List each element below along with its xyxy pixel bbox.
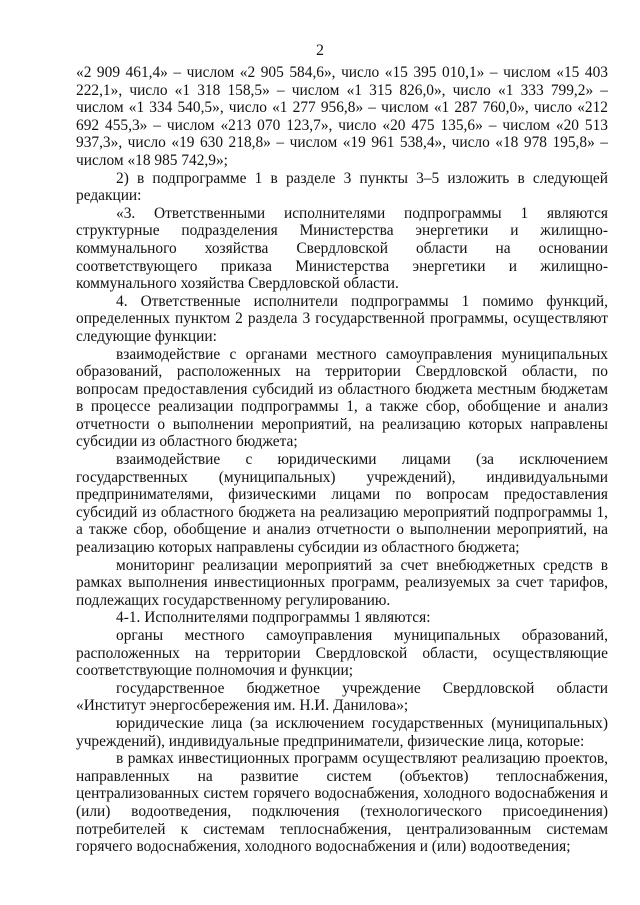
paragraph-investment-programs: в рамках инвестиционных программ осуществляют реализацию проектов, направленных на развитие систем (объектов) теплоснабжения, централизованных систем горячего водоснабжения, холодного водоснабжения и (или) водоотведения, подключения (технологического присоединения) потребителей к системам теплоснабжения, централизованным системам горячего водоснабжения, холодного водоснабжения и (или) водоотведения;: [76, 750, 608, 856]
paragraph-item-2: 2) в подпрограмме 1 в разделе 3 пункты 3–5 изложить в следующей редакции:: [76, 169, 608, 205]
paragraph-function-monitoring: мониторинг реализации мероприятий за счет внебюджетных средств в рамках выполнения инвестиционных программ, реализуемых за счет тарифов, подлежащих государственному регулированию.: [76, 556, 608, 609]
paragraph-point-4: 4. Ответственные исполнители подпрограммы 1 помимо функций, определенных пунктом 2 раздела 3 государственной программы, осуществляют следующие функции:: [76, 292, 608, 345]
paragraph-function-municipal: взаимодействие с органами местного самоуправления муниципальных образований, расположенных на территории Свердловской области, по вопросам предоставления субсидий из областного бюджета местным бюджетам в процессе реализации подпрограммы 1, а также сбор, обобщение и анализ отчетности о выполнении мероприятий, на реализацию которых направлены субсидии из областного бюджета;: [76, 345, 608, 451]
page-number: 2: [316, 42, 324, 59]
paragraph-executor-municipal: органы местного самоуправления муниципальных образований, расположенных на территории Свердловской области, осуществляющие соответствующие полномочия и функции;: [76, 627, 608, 680]
paragraph-executor-legal-entities: юридические лица (за исключением государственных (муниципальных) учреждений), индивидуальные предприниматели, физические лица, которые:: [76, 714, 608, 750]
paragraph-function-legal-entities: взаимодействие с юридическими лицами (за исключением государственных (муниципальных) учреждений), индивидуальными предпринимателями, физическими лицами по вопросам предоставления субсидий из областного бюджета на реализацию мероприятий подпрограммы 1, а также сбор, обобщение и анализ отчетности о выполнении мероприятий, на реализацию которых направлены субсидии из областного бюджета;: [76, 451, 608, 557]
paragraph-numbers-replacement: «2 909 461,4» – числом «2 905 584,6», число «15 395 010,1» – числом «15 403 222,1», число «1 318 158,5» – числом «1 315 826,0», число «1 333 799,2» – числом «1 334 540,5», число «1 277 956,8» – числом «1 287 760,0», число «212 692 455,3» – числом «213 070 123,7», число «20 475 135,6» – числом «20 513 937,3», число «19 630 218,8» – числом «19 961 538,4», число «18 978 195,8» – числом «18 985 742,9»;: [76, 64, 608, 169]
document-body: [76, 64, 608, 856]
paragraph-executor-institute: государственное бюджетное учреждение Свердловской области «Институт энергосбережения им. Н.И. Данилова»;: [76, 679, 608, 715]
paragraph-point-4-1: 4-1. Исполнителями подпрограммы 1 являются:: [116, 609, 431, 627]
paragraph-point-3: «3. Ответственными исполнителями подпрограммы 1 являются структурные подразделения Министерства энергетики и жилищно-коммунального хозяйства Свердловской области на основании соответствующего приказа Министерства энергетики и жилищно-коммунального хозяйства Свердловской области.: [76, 204, 608, 293]
